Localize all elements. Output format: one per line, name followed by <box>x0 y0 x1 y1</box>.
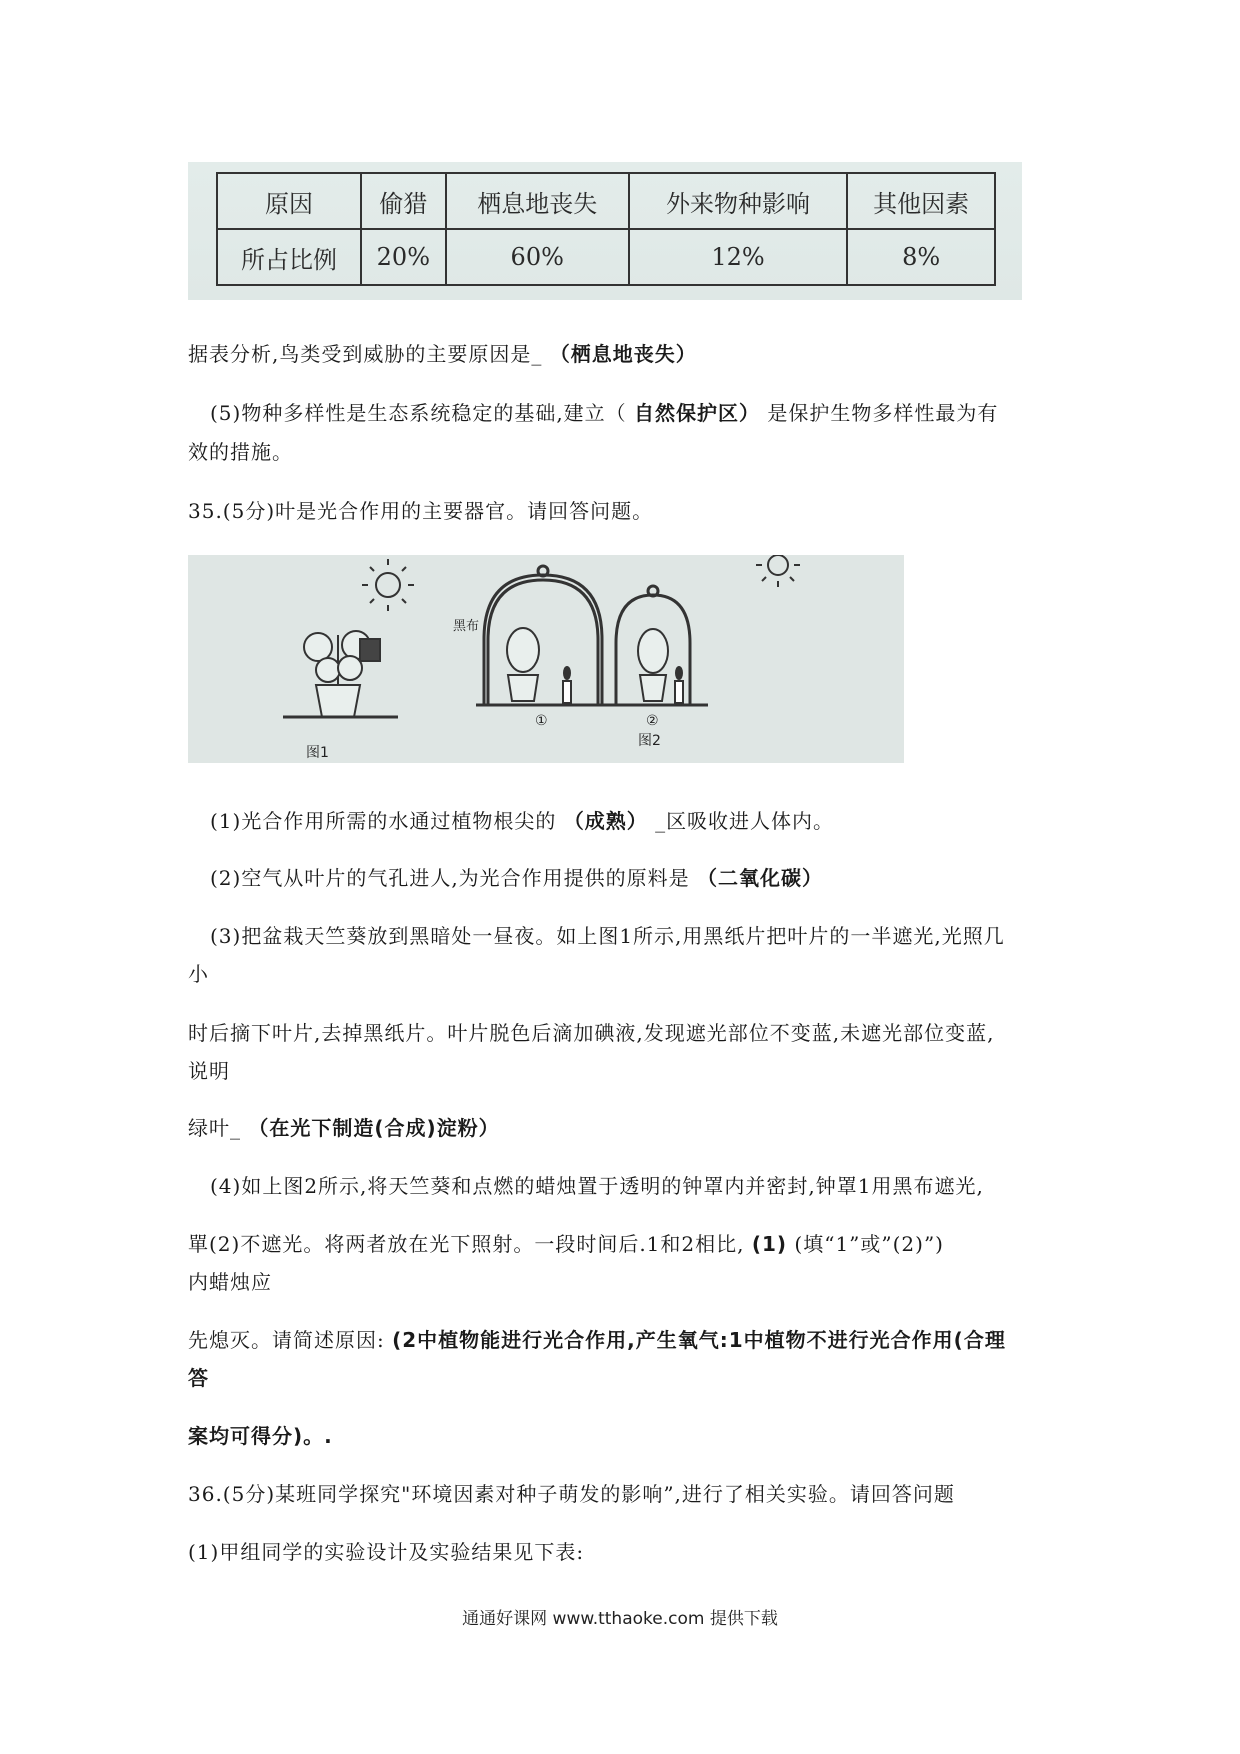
figure-label-2: 图2 <box>638 733 661 749</box>
table-cell: 原因 <box>217 173 361 229</box>
q35-part3-line1: (3)把盆栽天竺葵放到黑暗处一昼夜。如上图1所示,用黑纸片把叶片的一半遮光,光照几 <box>210 924 1005 948</box>
question-text: 先熄灭。请简述原因: <box>188 1328 385 1352</box>
jar-2-label: ② <box>646 713 659 729</box>
q35-part4-line2 <box>188 1228 944 1257</box>
photosynthesis-figure <box>188 555 904 763</box>
question-text: _区吸收进人体内。 <box>655 809 835 833</box>
question-text: (5)物种多样性是生态系统稳定的基础,建立（ <box>210 401 627 425</box>
question-text: (填“1”或”(2)”) <box>794 1232 944 1256</box>
page-footer: 通通好课网 www.tthaoke.com 提供下载 <box>462 1609 778 1629</box>
sun-icon <box>756 555 800 587</box>
answer-text: （成熟） <box>563 809 648 833</box>
table-row <box>217 229 995 285</box>
q35-part4-line1: (4)如上图2所示,将天竺葵和点燃的蜡烛置于透明的钟罩内并密封,钟罩1用黑布遮光, <box>210 1174 984 1198</box>
answer-text: （二氧化碳） <box>697 866 824 890</box>
table-cell: 60% <box>446 229 629 285</box>
q34-part5-line2: 效的措施。 <box>188 440 293 464</box>
potted-plant-icon <box>638 629 668 701</box>
candle-icon <box>675 667 683 703</box>
question-text: (1)光合作用所需的水通过植物根尖的 <box>210 809 557 833</box>
table-cell: 偷猎 <box>361 173 446 229</box>
figure-drawing <box>188 555 904 763</box>
q36-title: 36.(5分)某班同学探究"环境因素对种子萌发的影响”,进行了相关实验。请回答问题 <box>188 1482 955 1506</box>
answer-text: （在光下制造(合成)淀粉） <box>248 1116 500 1140</box>
potted-plant-icon <box>507 628 539 701</box>
answer-text: (2中植物能进行光合作用,产生氧气:1中植物不进行光合作用(合理 <box>392 1328 1006 1352</box>
q35-part4-line5: 答 <box>188 1366 209 1390</box>
q35-part3-line2: 小 <box>188 962 209 986</box>
q35-part3-line4: 说明 <box>188 1059 230 1083</box>
question-text: 單(2)不遮光。将两者放在光下照射。一段时间后.1和2相比, <box>188 1232 745 1256</box>
table-cell: 所占比例 <box>217 229 361 285</box>
table-cell: 栖息地丧失 <box>446 173 629 229</box>
table-cell: 12% <box>629 229 848 285</box>
analysis-line <box>188 338 697 367</box>
answer-text: 自然保护区） <box>634 401 761 425</box>
q35-part1 <box>210 805 834 834</box>
q35-part4-line4 <box>188 1324 1006 1353</box>
q35-part4-line3: 内蜡烛应 <box>188 1270 272 1294</box>
q36-part1: (1)甲组同学的实验设计及实验结果见下表: <box>188 1540 585 1564</box>
black-cloth-label: 黑布 <box>453 619 480 634</box>
q35-part2 <box>210 862 823 891</box>
question-text: 绿叶_ <box>188 1116 241 1140</box>
q35-title: 35.(5分)叶是光合作用的主要器官。请回答问题。 <box>188 499 654 523</box>
bird-threat-table <box>216 172 996 286</box>
q35-part3-line5 <box>188 1112 500 1141</box>
candle-icon <box>563 667 571 703</box>
q34-part5-line1 <box>210 397 998 426</box>
question-text: 是保护生物多样性最为有 <box>767 401 999 425</box>
table-cell: 20% <box>361 229 446 285</box>
table-cell: 8% <box>847 229 995 285</box>
table-cell: 外来物种影响 <box>629 173 848 229</box>
table-header-row <box>217 173 995 229</box>
sun-icon <box>362 559 414 611</box>
bird-threat-table-photo <box>188 162 1022 300</box>
table-cell: 其他因素 <box>847 173 995 229</box>
jar-1-label: ① <box>535 713 548 729</box>
figure-label-1: 图1 <box>306 745 329 761</box>
question-text: (2)空气从叶片的气孔进人,为光合作用提供的原料是 <box>210 866 690 890</box>
question-text: 据表分析,鸟类受到威胁的主要原因是_ <box>188 342 543 366</box>
answer-text: (1) <box>751 1232 788 1256</box>
q35-part4-line6: 案均可得分)。. <box>188 1424 333 1448</box>
bell-jar-1 <box>476 566 618 705</box>
q35-part3-line3: 时后摘下叶片,去掉黑纸片。叶片脱色后滴加碘液,发现遮光部位不变蓝,未遮光部位变蓝, <box>188 1021 995 1045</box>
potted-plant-icon <box>304 631 380 717</box>
answer-text: （栖息地丧失） <box>549 342 697 366</box>
